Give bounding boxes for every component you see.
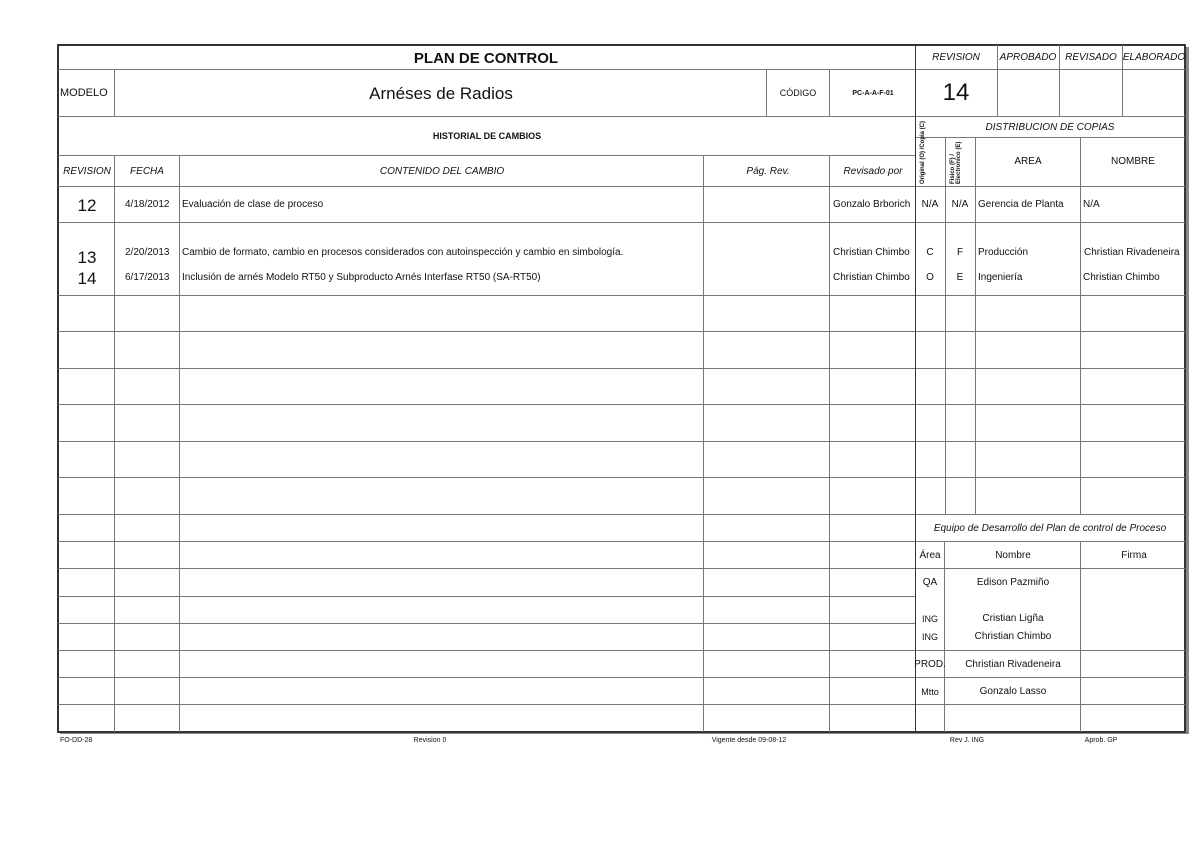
history-row-revisado: Christian Chimbo [833, 272, 910, 283]
team-nombre: Christian Chimbo [974, 631, 1052, 642]
history-row-fecha: 6/17/2013 [125, 272, 170, 283]
history-row-contenido: Cambio de formato, cambio en procesos considerados con autoinspección y cambio en simbología. [182, 247, 624, 258]
footer-form-code: FO-DD-28 [60, 737, 93, 744]
distribution-title: DISTRIBUCION DE COPIAS [985, 122, 1115, 133]
history-row-revision: 13 [77, 248, 97, 267]
distribution-oc: O [926, 272, 934, 283]
revisado-label: REVISADO [1065, 52, 1117, 63]
team-area: PROD. [914, 659, 946, 670]
col-fecha: FECHA [130, 166, 164, 177]
team-col-firma: Firma [1121, 550, 1147, 561]
modelo-value: Arnéses de Radios [369, 84, 513, 103]
col-contenido: CONTENIDO DEL CAMBIO [379, 166, 505, 177]
team-col-nombre: Nombre [995, 550, 1031, 561]
distribution-fe: F [956, 247, 964, 258]
footer-rev: Rev J. ING [949, 737, 985, 744]
history-row-fecha: 2/20/2013 [125, 247, 170, 258]
team-nombre: Cristian Ligña [982, 613, 1044, 624]
team-area: QA [922, 577, 938, 588]
distribution-area: Ingeniería [978, 272, 1023, 283]
distribution-nombre: Christian Chimbo [1083, 272, 1160, 283]
history-row-contenido: Inclusión de arnés Modelo RT50 y Subproducto Arnés Interfase RT50 (SA-RT50) [182, 272, 541, 283]
team-area: ING [921, 614, 939, 624]
footer-vigente: Vigente desde 09-08-12 [711, 737, 787, 744]
history-row-revisado: Christian Chimbo [833, 247, 910, 258]
distribution-area: Gerencia de Planta [978, 199, 1064, 210]
history-row-revision: 14 [77, 269, 97, 288]
team-title: Equipo de Desarrollo del Plan de control de Proceso [933, 523, 1167, 534]
history-row-fecha: 4/18/2012 [125, 199, 170, 210]
codigo-value: PC-A-A-F-01 [852, 90, 894, 97]
modelo-label: MODELO [60, 87, 108, 99]
frame-shadow-right [1186, 47, 1189, 734]
elaborado-label: ELABORADO [1122, 52, 1186, 63]
team-nombre: Gonzalo Lasso [979, 686, 1047, 697]
team-area: Mtto [921, 687, 939, 697]
footer-revision: Revision 0 [413, 737, 447, 744]
history-row-contenido: Evaluación de clase de proceso [182, 199, 324, 210]
team-nombre: Edison Pazmiño [976, 577, 1050, 588]
form-title: PLAN DE CONTROL [413, 50, 559, 67]
distribution-oc: C [926, 247, 934, 258]
team-area: ING [921, 632, 939, 642]
history-title: HISTORIAL DE CAMBIOS [432, 131, 542, 141]
col-pag-rev: Pág. Rev. [746, 166, 790, 177]
history-row-revision: 12 [77, 196, 97, 215]
control-plan-form [57, 44, 1186, 733]
revision-header-label: REVISION [932, 52, 980, 63]
col-fisico-electronico: Fisico (F) / Electronico (E) [950, 141, 963, 184]
distribution-nombre: Christian Rivadeneira [1084, 247, 1180, 258]
team-nombre: Christian Rivadeneira [965, 659, 1061, 670]
col-area: AREA [1014, 156, 1042, 167]
distribution-fe: E [956, 272, 964, 283]
distribution-area: Producción [978, 247, 1029, 258]
col-original-copia: Original (O) /Copia (C) [920, 121, 926, 184]
col-nombre: NOMBRE [1111, 156, 1155, 167]
aprobado-label: APROBADO [999, 52, 1057, 63]
col-revisado-por: Revisado por [843, 166, 903, 177]
history-row-revisado: Gonzalo Brborich [833, 199, 911, 210]
distribution-nombre: N/A [1083, 199, 1100, 210]
codigo-label: CÓDIGO [779, 88, 817, 98]
team-col-area: Área [919, 550, 941, 561]
footer-aprob: Aprob. GP [1084, 737, 1118, 744]
col-revision: REVISION [63, 166, 111, 177]
distribution-oc: N/A [921, 199, 939, 210]
revision-value: 14 [942, 79, 970, 106]
distribution-fe: N/A [951, 199, 969, 210]
